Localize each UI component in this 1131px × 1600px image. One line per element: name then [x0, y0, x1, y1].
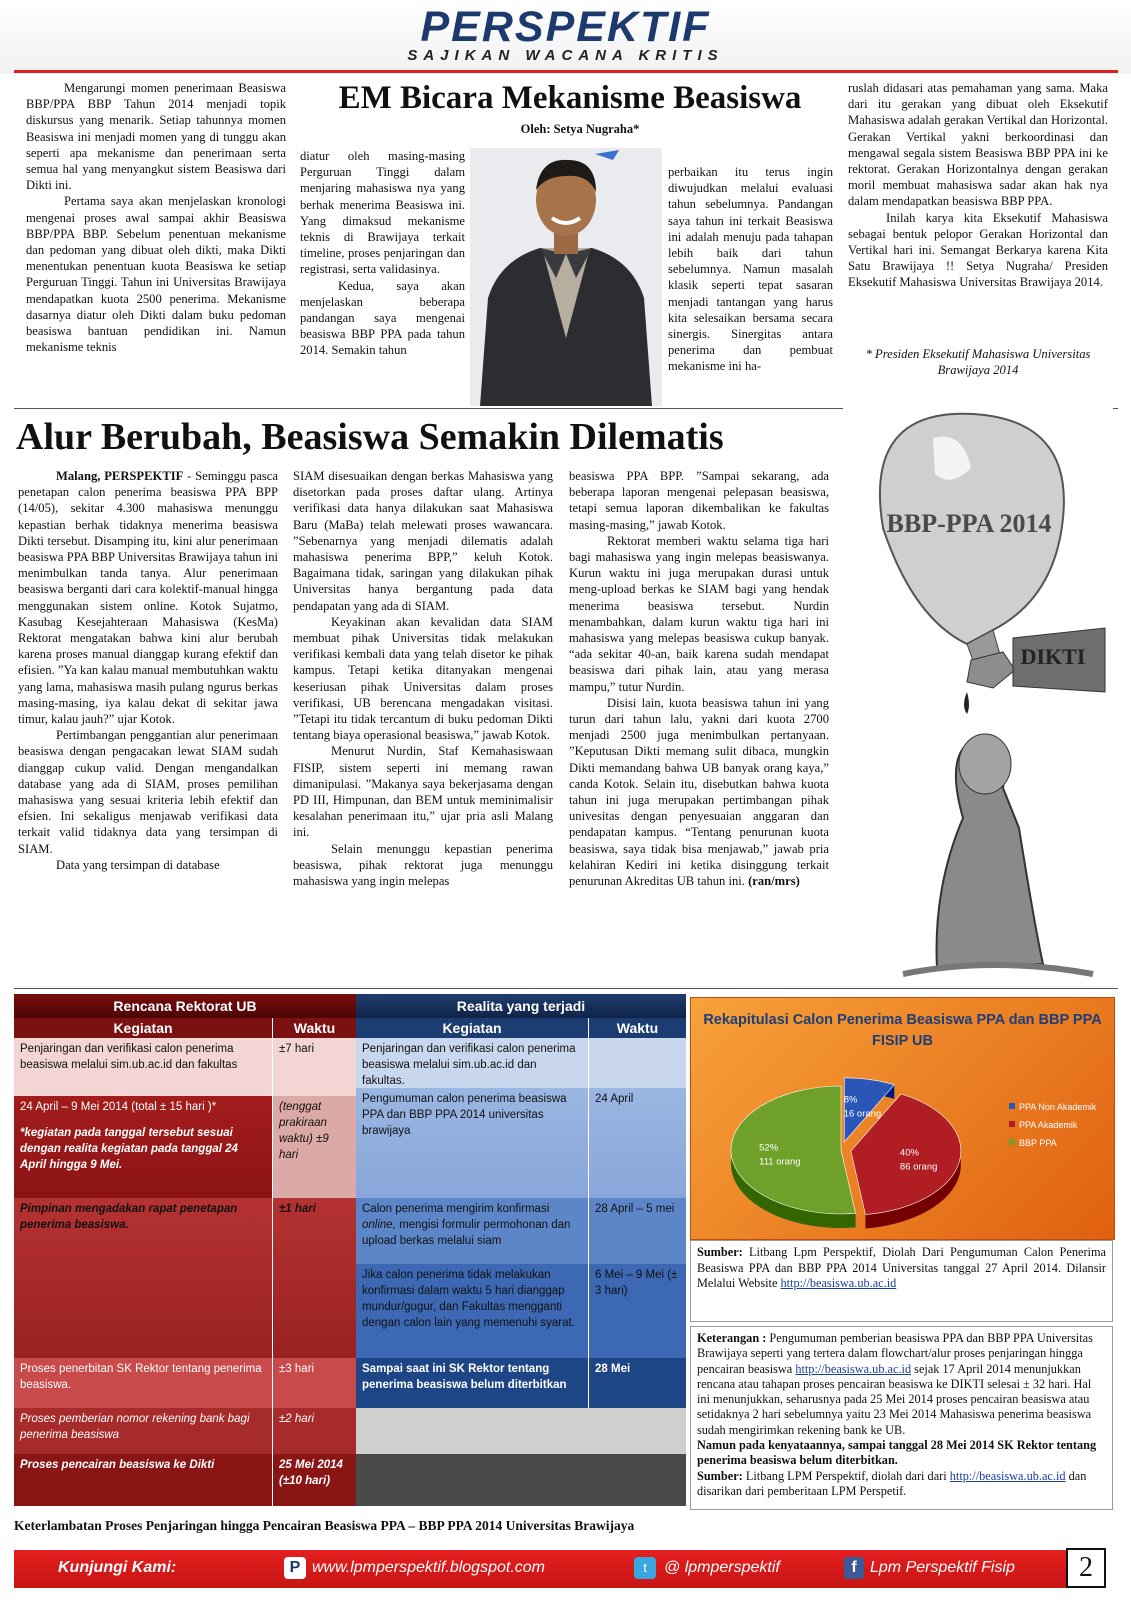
plan-row-4-kegiatan: Proses penerbitan SK Rektor tentang penerima beasiswa. — [14, 1358, 272, 1408]
article2-column-2 — [293, 468, 553, 889]
plan-row-1-waktu: ±7 hari — [272, 1038, 356, 1096]
dateline: Malang, PERSPEKTIF — [56, 469, 184, 483]
note-emphasis: Namun pada kenyataannya, sampai tanggal 28 Mei 2014 SK Rektor tentang penerima beasiswa belum diterbitkan. — [697, 1438, 1097, 1468]
paragraph: Keyakinan akan kevalidan data SIAM membuat pihak Universitas tidak melakukan verifikasi kembali data yang telah disetor ke pihak kampus. Tetapi ketika ditanyakan mengenai keseriusan pihak Universitas dalam proses verifikasi, UB berencana mengadakan visitasi. ”Tetapi itu tidak tercantum di buku pedoman Dikti tentang biaya operasional beasiswa,” jawab Kotok. — [293, 614, 553, 743]
legend-label: PPA Non Akademik — [1019, 1102, 1097, 1112]
source-link[interactable]: http://beasiswa.ub.ac.id — [780, 1276, 897, 1290]
article2-column-3 — [569, 468, 829, 889]
plan-row-2-waktu: (tenggat prakiraan waktu) ±9 hari — [272, 1096, 356, 1198]
paragraph: Data yang tersimpan di database — [56, 857, 220, 872]
paragraph: Inilah karya kita Eksekutif Mahasiswa sebagai bentuk pelopor Gerakan Horizontal dan Vertikal hari ini. Semangat Berkarya karena Kita Satu Brawijaya !! Setya Nugraha/ Presiden Eksekutif Mahasiswa Universitas Brawijaya 2014. — [848, 210, 1108, 290]
plan-header: Rencana Rektorat UB — [14, 994, 356, 1018]
cartoon-balloon-label: BBP-PPA 2014 — [886, 509, 1052, 538]
reality-row-3-waktu: 28 April – 5 mei — [588, 1198, 686, 1264]
legend-swatch — [1009, 1103, 1015, 1109]
article2-title: Alur Berubah, Beasiswa Semakin Dilematis — [16, 416, 724, 458]
footer-bar — [14, 1550, 1066, 1588]
paragraph: perbaikan itu terus ingin diwujudkan melalui evaluasi tahun sebelumnya. Pandangan saya tahun ini terkait Beasiswa ini adalah menuju pada tahapan lebih baik dari tahun sebelumnya. Namun masalah klasik seperti tepat sasaran menjadi tantangan yang harus kita selesaikan bersama secara sinergis. Sinergitas antara penerima dan pembuat mekanisme ini ha- — [668, 165, 833, 374]
reality-row-5-waktu: 28 Mei — [588, 1358, 686, 1408]
paragraph: beasiswa PPA BPP. ”Sampai sekarang, ada beberapa laporan mengenai pelepasan beasiswa, tetapi semua laporan dikembalikan ke fakultas masing-masing,” jawab Kotok. — [569, 469, 829, 532]
reality-row-1-waktu — [588, 1038, 686, 1088]
paragraph: diatur oleh masing-masing Perguruan Tinggi dalam menjaring mahasiswa nya yang berhak menerima Beasiswa ini. Yang dimaksud mekanisme teknis di Brawijaya terkait timeline, proses penjaringan dan registrasi, serta validasinya. — [300, 149, 465, 277]
author-photo — [470, 148, 662, 406]
legend-label: PPA Akademik — [1019, 1120, 1078, 1130]
plan-row-2-kegiatan: 24 April – 9 Mei 2014 (total ± 15 hari )* *kegiatan pada tanggal tersebut sesuai dengan realita kegiatan pada tanggal 24 April hingga 9 Mei. — [14, 1096, 272, 1198]
article1-column-1 — [26, 80, 286, 355]
plan-row-1-kegiatan: Penjaringan dan verifikasi calon penerima beasiswa melalui sim.ub.ac.id dan fakultas — [14, 1038, 272, 1096]
twitter-icon: t — [634, 1557, 656, 1579]
pie-percent-label: 52% — [759, 1142, 779, 1154]
pie-count-label: 111 orang — [759, 1156, 801, 1168]
reality-row-2-kegiatan: Pengumuman calon penerima beasiswa PPA dan BBP PPA 2014 universitas brawijaya — [356, 1088, 588, 1198]
paragraph: Pertama saya akan menjelaskan kronologi mengenai proses awal sampai akhir Beasiswa BBP/PPA BBP. Sebelum penentuan mekanisme dan pedoman yang dibuat oleh dikti, maka Dikti menentukan penentuan kuota Beasiswa ke setiap Perguruan Tinggi. Tahun ini Universitas Brawijaya mendapatkan kuota 2500 penerima. Mekanisme dasarnya diatur oleh Dikti dalam buku pedoman beasiswa bantuan pendidikan ini. Namun mekanisme teknis — [26, 194, 286, 355]
note-source-link[interactable]: http://beasiswa.ub.ac.id — [949, 1468, 1066, 1483]
plan-row-2-note: *kegiatan pada tanggal tersebut sesuai dengan realita kegiatan pada tanggal 24 April hingga 9 Mei. — [20, 1127, 238, 1171]
footer-blog-link[interactable]: www.lpmperspektif.blogspot.com — [312, 1559, 545, 1576]
pie-chart — [691, 998, 1114, 1239]
page-number: 2 — [1066, 1548, 1106, 1588]
legend-swatch — [1009, 1121, 1015, 1127]
plan-row-3-waktu: ±1 hari — [272, 1198, 356, 1358]
paragraph: ruslah didasari atas pemahaman yang sama. Maka dari itu gerakan yang dibuat oleh Eksekutif Mahasiswa adalah gerakan Vertikal dan Horizontal. Gerakan Vertikal yakni berkoordinasi dan mengawal segala sistem Beasiswa BBP PPA ini ke rektorat. Gerakan Horizontalnya dengan gerakan moril membuat mahasiswa sadar akan hak nya dalam mendapatkan beasiswa BBP PPA. — [848, 81, 1108, 209]
plan-col-waktu: Waktu — [272, 1018, 356, 1038]
reality-row-2-waktu: 24 April — [588, 1088, 686, 1198]
paragraph: Rektorat memberi waktu selama tiga hari bagi mahasiswa yang ingin melepas beasiswanya. Kurun waktu ini juga merupakan durasi untuk meng-upload berkas ke SIAM bagi yang hendak menerima beasiswa tersebut. Nurdin menambahkan, dalam kurun waktu tiga hari ini mahasiswa yang melepas beasiswa cukup banyak. “ada sekitar 40-an, baik karena sudah mendapat beasiswa dari pihak lain, atau yang merasa mampu,” tutur Nurdin. — [569, 533, 829, 694]
article1-title: EM Bicara Mekanisme Beasiswa — [338, 80, 802, 116]
chart-title: Rekapitulasi Calon Penerima Beasiswa PPA dan BBP PPA FISIP UB — [703, 1012, 1102, 1049]
reality-row-4-kegiatan: Jika calon penerima tidak melakukan konfirmasi dalam waktu 5 hari dianggap mundur/gugur, dan Fakultas mengganti dengan calon lain yang memenuhi syarat. — [356, 1264, 588, 1358]
explanatory-note: Keterangan : Pengumuman pemberian beasiswa PPA dan BBP PPA Universitas Brawijaya seperti yang tertera dalam flowchart/alur proses penjaringan hingga pencairan beasiswa http://beasiswa.ub.ac.id sejak 17 April 2014 menunjukkan rencana atau tahapan proses pencairan beasiswa ke DIKTI selesai ± 32 hari. Hal ini menunjukkan, seharusnya pada 25 Mei 2014 proses pencairan beasiswa atau setidaknya 2 hari sebelumnya yaitu 23 Mei 2014 Mahasiswa penerima beasiswa sudah mengirimkan rekening bank ke UB. Namun pada kenyataannya, sampai tanggal 28 Mei 2014 SK Rektor tentang penerima beasiswa belum diterbitkan. Sumber: Litbang LPM Perspektif, diolah dari dari http://beasiswa.ub.ac.id dan disarikan dari pemberitaan LPM Perspetif. — [690, 1326, 1113, 1510]
reality-col-waktu: Waktu — [588, 1018, 686, 1038]
pie-count-label: 86 orang — [899, 1161, 938, 1173]
plan-row-6-waktu: 25 Mei 2014 (±10 hari) — [272, 1454, 356, 1506]
paragraph: Selain menunggu kepastian penerima beasiswa, pihak rektorat juga menunggu mahasiswa yang ingin melepas — [293, 841, 553, 889]
table-caption: Keterlambatan Proses Penjaringan hingga Pencairan Beasiswa PPA – BBP PPA 2014 Universitas Brawijaya — [14, 1518, 635, 1533]
section-divider — [14, 988, 1118, 989]
chart-source: Sumber: Litbang Lpm Perspektif, Diolah Dari Pengumuman Calon Penerima Beasiswa PPA dan BBP PPA 2014 Universitas tanggal 27 April 2014. Dilansir Melalui Website http://beasiswa.ub.ac.id — [690, 1240, 1113, 1322]
timeline-table — [14, 994, 686, 1516]
pie-percent-label: 40% — [899, 1147, 919, 1159]
reality-row-5-kegiatan: Sampai saat ini SK Rektor tentang penerima beasiswa belum diterbitkan — [356, 1358, 588, 1408]
reality-row-3-kegiatan: Calon penerima mengirim konfirmasi online, mengisi formulir permohonan dan upload berkas melalui siam — [356, 1198, 588, 1264]
masthead-tagline: SAJIKAN WACANA KRITIS — [407, 47, 724, 64]
paragraph: Kedua, saya akan menjelaskan beberapa pandangan saya mengenai beasiswa BBP PPA pada tahun 2014. Semakin tahun — [300, 278, 465, 358]
article2-column-1 — [18, 468, 278, 873]
facebook-icon: f — [844, 1557, 864, 1579]
plan-row-3-kegiatan: Pimpinan mengadakan rapat penetapan penerima beasiswa. — [14, 1198, 272, 1358]
reality-col-kegiatan: Kegiatan — [356, 1018, 588, 1038]
plan-row-5-kegiatan: Proses pemberian nomor rekening bank bagi penerima beasiswa — [14, 1408, 272, 1454]
article1-byline: Oleh: Setya Nugraha* — [520, 122, 640, 136]
cartoon-hand-label: DIKTI — [1020, 644, 1086, 669]
article1-column-4 — [848, 80, 1108, 291]
plan-col-kegiatan: Kegiatan — [14, 1018, 272, 1038]
reality-row-empty — [356, 1454, 686, 1506]
footer-visit-label: Kunjungi Kami: — [58, 1559, 177, 1576]
reality-row-4-waktu: 6 Mei – 9 Mei (± 3 hari) — [588, 1264, 686, 1358]
reality-row-1-kegiatan: Penjaringan dan verifikasi calon penerima beasiswa melalui sim.ub.ac.id dan fakultas. — [356, 1038, 588, 1088]
paragraph: Menurut Nurdin, Staf Kemahasiswaan FISIP, sistem seperti ini memang rawan dimanipulasi. ”Makanya saya bekerjasama dengan PD III, Himpunan, dan BEM untuk meminimalisir kesalahan penerimaan itu,” ujar pria asli Malang ini. — [293, 744, 553, 840]
masthead-logo: PERSPEKTIF — [420, 3, 711, 51]
note-link[interactable]: http://beasiswa.ub.ac.id — [795, 1361, 912, 1376]
paragraph: SIAM disesuaikan dengan berkas Mahasiswa yang disetorkan pada proses daftar ulang. Artinya verifikasi data hanya dilakukan saat Mahasiswa Baru (MaBa) telah melewati proses wawancara. ”Sebenarnya yang menjadi dilematis adalah mahasiswa penerima BPP,” keluh Kotok. Bagaimana tidak, saringan yang dilakukan pihak Universitas hanya bergantung pada data pendapatan yang ada di SIAM. — [293, 469, 553, 613]
header-divider — [14, 70, 1118, 73]
plan-row-6-kegiatan: Proses pencairan beasiswa ke Dikti — [14, 1454, 272, 1506]
reality-row-empty — [356, 1408, 686, 1454]
paragraph: Disisi lain, kuota beasiswa tahun ini yang turun dari tahun lalu, yakni dari kuota 2700 menjadi 2500 juga menimbulkan pertanyaan. ”Keputusan Dikti memang sulit dibaca, mungkin Dikti memandang bahwa UB banyak orang kaya,” canda Kotok. Selain itu, disebutkan bahwa kuota tahun ini juga merupakan pertimbangan pihak univesitas dengan penyesuaian anggaran dan pendapatan kampus. “Tentang penurunan kuota beasiswa, saya tidak bisa menjawab,” jawab pria kelahiran Kediri ini ketika disinggung terkait penurunan Akreditas UB tahun ini. (ran/mrs) — [569, 695, 829, 889]
article1-footnote: * Presiden Eksekutif Mahasiswa Universitas Brawijaya 2014 — [865, 347, 1091, 377]
reality-header: Realita yang terjadi — [356, 994, 686, 1018]
pie-percent-label: 8% — [843, 1094, 858, 1106]
pie-count-label: 16 orang — [843, 1108, 882, 1120]
blog-icon: P — [284, 1557, 306, 1579]
signoff: (ran/mrs) — [748, 874, 800, 889]
article1-column-3 — [668, 164, 833, 375]
plan-row-5-waktu: ±2 hari — [272, 1408, 356, 1454]
paragraph: Malang, PERSPEKTIF - Seminggu pasca penetapan calon penerima beasiswa PPA BPP (14/05), sekitar 4.300 mahasiswa menunggu kepastian berhak tidaknya menerima beasiswa Dikti tersebut. Disamping itu, kini alur penerimaan beasiswa PPA BBP Universitas Brawijaya tahun ini menimbulkan tanda tanya. Alur penerimaan beasiswa berganti dari cara kolektif-manual hingga menggunakan sistem online. Kotok Sujatmo, Kasubag Kesejahteraan Mahasiswa (KesMa) Rektorat mengatakan bahwa kini alur berubah karena proses manual dianggap kurang efektif dan efisien. ”Ya kan kalau manual membutuhkan waktu yang lama, mahasiswa masih pulang ngurus berkas masing-masing, iya kalau dekat di sekitar jawa timur, kalau jauh?” ujar Kotok. — [18, 469, 278, 727]
paragraph: Mengarungi momen penerimaan Beasiswa BBP/PPA BBP Tahun 2014 menjadi topik diskursus yang menarik. Setiap tahunnya momen Beasiswa ini menjadi momen yang di tunggu akan seperti apa mekanisme dan penerimaan serta semua hal yang menyangkut sistem Beasiswa dari Dikti ini. — [26, 81, 286, 193]
article1-column-2 — [300, 148, 465, 359]
legend-swatch — [1009, 1139, 1015, 1145]
footer-twitter-link[interactable]: @ lpmperspektif — [664, 1559, 780, 1576]
paragraph: Pertimbangan penggantian alur penerimaan beasiswa dengan pengacakan lewat SIAM sudah dianggap cukup valid. Dengan mengandalkan database yang ada di SIAM, proses pemilihan mahasiswa yang sesuai kriteria lebih efektif dan efsien. Ini sekaligus menjawab verifikasi data terkait valid tidaknya data yang tersimpan di SIAM. — [18, 728, 278, 856]
legend-label: BBP PPA — [1019, 1138, 1057, 1148]
footer-facebook-link[interactable]: Lpm Perspektif Fisip — [870, 1559, 1015, 1576]
editorial-cartoon — [843, 408, 1113, 988]
pie-chart-panel — [690, 997, 1115, 1240]
plan-row-4-waktu: ±3 hari — [272, 1358, 356, 1408]
